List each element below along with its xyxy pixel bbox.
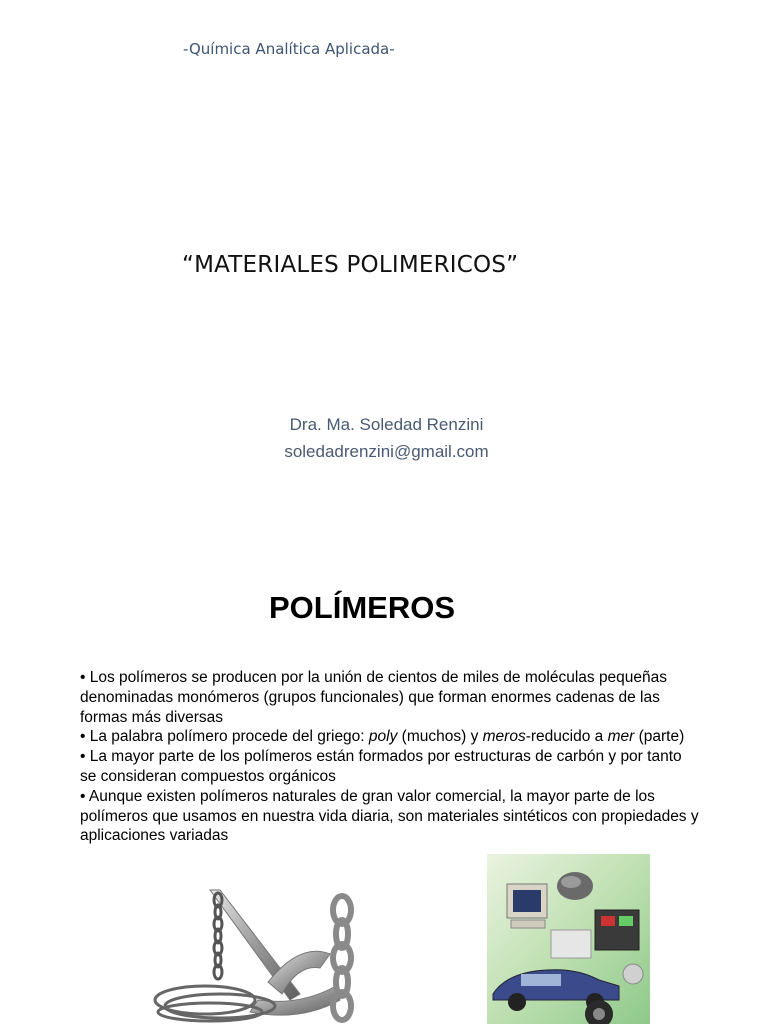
term-mer: mer [607,728,635,746]
bullet-item: • La mayor parte de los polímeros están formados por estructuras de carbón y por tanto se consideran compuestos orgánicos [80,748,682,785]
course-header: -Química Analítica Aplicada- [183,40,395,58]
bullet-list [80,668,700,846]
bullet-text: -reducido a [525,728,608,746]
bullet-item [80,727,700,747]
author-email[interactable]: soledadrenzini@gmail.com [284,442,489,461]
presentation-title: “MATERIALES POLIMERICOS” [182,252,519,278]
term-poly: poly [368,728,398,746]
bullet-item: • Los polímeros se producen por la unión de cientos de miles de moléculas pequeñas denominadas monómeros (grupos funcionales) que forman enormes cadenas de las formas más diversas [80,669,668,726]
bullet-text: • La palabra polímero procede del griego: [80,728,369,746]
bullet-item: • Aunque existen polímeros naturales de gran valor comercial, la mayor parte de los polímeros que usamos en nuestra vida diaria, son materiales sintéticos con propiedades y aplicaciones variadas [80,787,699,845]
bullet-text: (muchos) y [397,728,483,746]
slide-title: POLÍMEROS [268,590,455,625]
bullet-text: (parte) [634,728,685,746]
anchor-chain-image [150,882,380,1024]
author-name: Dra. Ma. Soledad Renzini [289,415,484,434]
term-meros: meros [482,728,526,746]
polymer-products-collage-image [487,854,650,1024]
